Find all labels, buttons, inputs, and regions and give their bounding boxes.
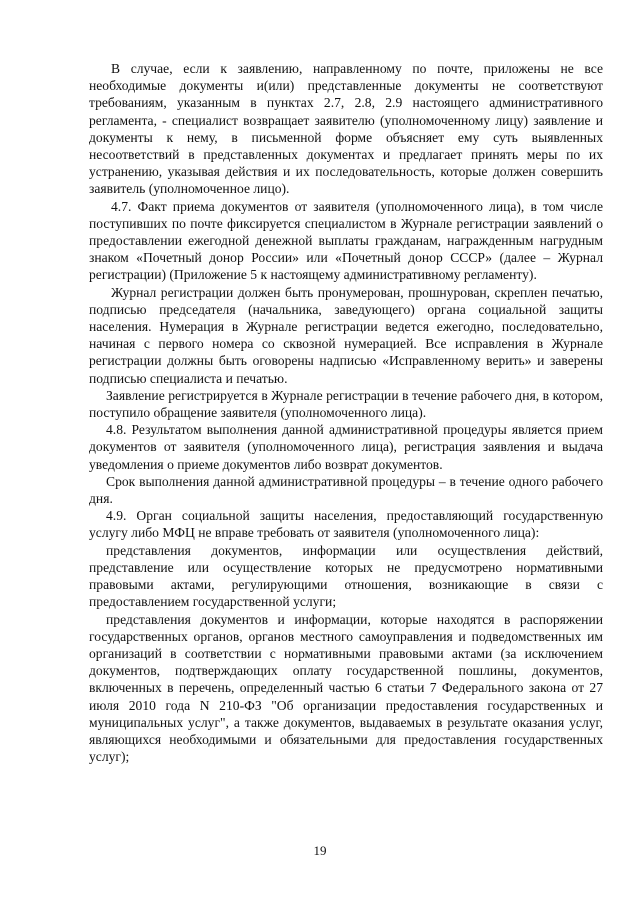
paragraph-4-7: 4.7. Факт приема документов от заявителя (уполномоченного лица), в том числе поступивших по почте фиксируется специалистом в Журнале регистрации заявлений о предоставлении ежегодной денежной выплаты гражданам, награжденным нагрудным знаком «Почетный донор России» или «Почетный донор СССР» (далее – Журнал регистрации) (Приложение 5 к настоящему административному регламенту).	[89, 198, 603, 283]
paragraph-registration: Заявление регистрируется в Журнале регистрации в течение рабочего дня, в котором, поступило обращение заявителя (уполномоченного лица).	[89, 387, 603, 421]
paragraph-item-1: представления документов, информации или осуществления действий, представление или осуществление которых не предусмотрено нормативными правовыми актами, регулирующими отношения, возникающие в связи с предоставлением государственной услуги;	[89, 542, 603, 610]
paragraph-item-2: представления документов и информации, которые находятся в распоряжении государственных органов, органов местного самоуправления и подведомственных им организаций в соответствии с нормативными правовыми актами (за исключением документов, подтверждающих оплату государственной пошлины, документов, включенных в перечень, определенный частью 6 статьи 7 Федерального закона от 27 июля 2010 года N 210-ФЗ "Об организации предоставления государственных и муниципальных услуг", а также документов, выдаваемых в результате оказания услуг, являющихся необходимыми и обязательными для предоставления государственных услуг);	[89, 611, 603, 765]
document-body	[89, 60, 603, 765]
page-number: 19	[313, 843, 327, 858]
paragraph-4-8: 4.8. Результатом выполнения данной административной процедуры является прием документов от заявителя (уполномоченного лица), регистрация заявления и выдача уведомления о приеме документов либо возврат документов.	[89, 422, 603, 472]
paragraph-term: Срок выполнения данной административной процедуры – в течение одного рабочего дня.	[89, 473, 603, 507]
paragraph-return-documents: В случае, если к заявлению, направленному по почте, приложены не все необходимые документы и(или) представленные документы не соответствуют требованиям, указанным в пунктах 2.7, 2.8, 2.9 настоящего административного регламента, - специалист возвращает заявителю (уполномоченному лицу) заявление и документы к нему, в письменной форме объясняет ему суть выявленных несоответствий в представленных документах и предлагает принять меры по их устранению, указывая действия и их последовательность, которые должен совершить заявитель (уполномоченное лицо).	[89, 61, 603, 197]
paragraph-4-9: 4.9. Орган социальной защиты населения, предоставляющий государственную услугу либо МФЦ не вправе требовать от заявителя (уполномоченного лица):	[89, 508, 603, 541]
paragraph-journal-requirements: Журнал регистрации должен быть пронумерован, прошнурован, скреплен печатью, подписью председателя (начальника, заведующего) органа социальной защиты населения. Нумерация в Журнале регистрации ведется ежегодно, последовательно, начиная с первого номера со сквозной нумерацией. Все исправления в Журнале регистрации должны быть оговорены надписью «Исправленному верить» и заверены подписью специалиста и печатью.	[89, 284, 603, 386]
